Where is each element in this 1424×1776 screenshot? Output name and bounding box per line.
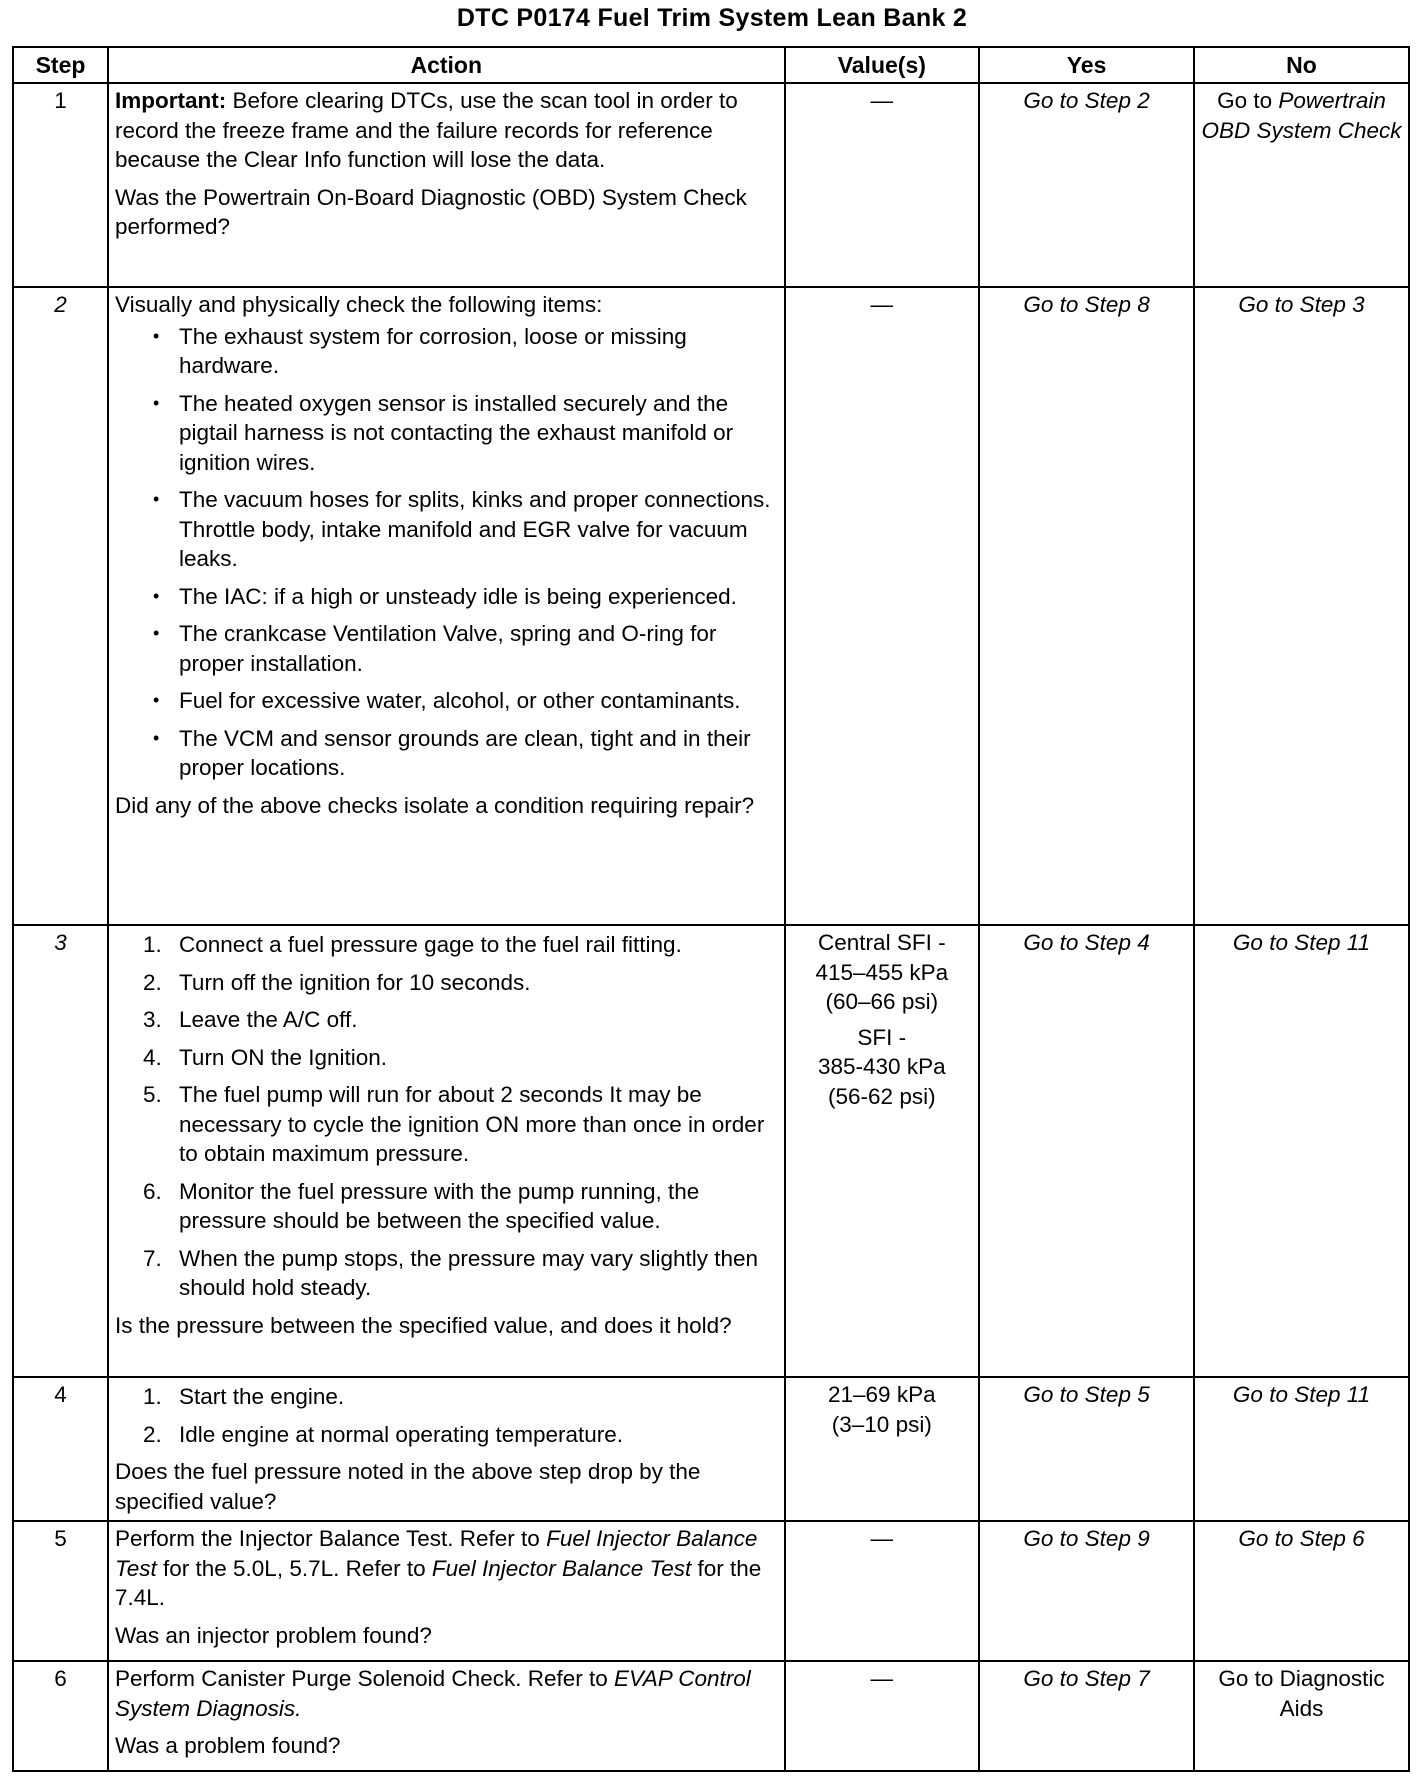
action-cell [108,1377,785,1521]
step-number: 3 [13,925,108,1377]
header-yes: Yes [979,47,1194,83]
step-number: 2 [13,287,108,925]
list-item: 1. Connect a fuel pressure gage to the fuel rail fitting. [143,932,682,957]
list-item: 5. The fuel pump will run for about 2 seconds It may be necessary to cycle the ignition ON more than once in order to obtain maximum pressure. [143,1082,765,1166]
goto-link[interactable]: Powertrain OBD System Check [1201,88,1402,143]
intro-text: Visually and physically check the following items: [115,292,603,317]
list-item: • The VCM and sensor grounds are clean, tight and in their proper locations. [115,724,778,783]
question-text: Was a problem found? [115,1733,341,1758]
list-item: • Fuel for excessive water, alcohol, or other contaminants. [115,686,778,716]
question-text: Does the fuel pressure noted in the above step drop by the specified value? [115,1459,701,1514]
goto-link[interactable]: Go to Step 4 [1023,930,1150,955]
table-row [13,1661,1409,1771]
yes-cell [979,287,1194,925]
question-text: Was an injector problem found? [115,1622,432,1648]
value-cell: — [785,1521,980,1661]
no-cell [1194,1377,1409,1521]
list-item: 4. Turn ON the Ignition. [143,1044,388,1070]
action-cell [108,287,785,925]
question-text: Did any of the above checks isolate a condition requiring repair? [115,792,755,818]
step-number: 5 [13,1521,108,1661]
page-title: DTC P0174 Fuel Trim System Lean Bank 2 [456,4,968,32]
important-label: Important: [115,88,227,113]
goto-link[interactable]: Go to Step 6 [1238,1526,1365,1551]
list-item: • The heated oxygen sensor is installed securely and the pigtail harness is not contacting the exhaust manifold or ignition wires. [115,389,778,478]
yes-cell [979,1521,1194,1661]
yes-cell [979,83,1194,287]
question-text: Is the pressure between the specified value, and does it hold? [115,1312,732,1338]
no-prefix: Go to [1217,88,1273,113]
step-number: 6 [13,1661,108,1771]
yes-cell [979,925,1194,1377]
list-item: 7. When the pump stops, the pressure may vary slightly then should hold steady. [143,1245,759,1300]
table-row [13,1521,1409,1661]
value-cell: — [785,287,980,925]
list-item: 1. Start the engine. [143,1384,345,1409]
no-cell [1194,925,1409,1377]
goto-link[interactable]: Go to Step 3 [1238,292,1365,317]
no-cell [1194,1521,1409,1661]
list-item: 6. Monitor the fuel pressure with the pump running, the pressure should be between the specified value. [143,1178,700,1233]
yes-cell [979,1661,1194,1771]
list-item: • The vacuum hoses for splits, kinks and proper connections. Throttle body, intake manifold and EGR valve for vacuum leaks. [115,485,778,574]
procedure-list [115,930,778,1303]
header-action: Action [108,47,785,83]
question-text: Was the Powertrain On-Board Diagnostic (OBD) System Check performed? [115,184,747,239]
list-item: 2. Idle engine at normal operating temperature. [143,1421,624,1447]
table-row [13,1377,1409,1521]
list-item: • The exhaust system for corrosion, loose or missing hardware. [115,322,778,381]
check-list [115,322,778,783]
value-cell: Central SFI - 415–455 kPa (60–66 psi) SFI - 385-430 kPa (56-62 psi) [785,925,980,1377]
value-cell: 21–69 kPa (3–10 psi) [785,1377,980,1521]
table-row [13,83,1409,287]
table-row [13,287,1409,925]
action-cell [108,83,785,287]
list-item: • The crankcase Ventilation Valve, spring and O-ring for proper installation. [115,619,778,678]
value-cell: — [785,83,980,287]
goto-link[interactable]: Go to Step 9 [1023,1526,1150,1551]
header-no: No [1194,47,1409,83]
list-item: • The IAC: if a high or unsteady idle is being experienced. [115,582,778,612]
header-row [13,47,1409,83]
reference-link[interactable]: Fuel Injector Balance Test [115,1526,758,1581]
no-cell [1194,287,1409,925]
procedure-list [115,1382,778,1449]
no-cell [1194,1661,1409,1771]
goto-link[interactable]: Go to Diagnostic Aids [1218,1666,1385,1721]
yes-cell [979,1377,1194,1521]
step-number: 1 [13,83,108,287]
action-cell: Perform the Injector Balance Test. Refer to Fuel Injector Balance Test for the 5.0L, 5.7L. Refer to Fuel Injector Balance Test for the 7.4L. Was an injector problem found? [108,1521,785,1661]
step-number: 4 [13,1377,108,1521]
table-row [13,925,1409,1377]
goto-link[interactable]: Go to Step 8 [1023,292,1150,317]
goto-link[interactable]: Go to Step 2 [1023,88,1150,113]
goto-link[interactable]: Go to Step 7 [1023,1666,1150,1691]
goto-link[interactable]: Go to Step 11 [1232,930,1371,955]
diagnostic-table [12,46,1410,1772]
goto-link[interactable]: Go to Step 5 [1023,1382,1150,1407]
header-values: Value(s) [785,47,980,83]
value-cell: — [785,1661,980,1771]
header-step: Step [13,47,108,83]
action-cell [108,925,785,1377]
reference-link[interactable]: Fuel Injector Balance Test [431,1555,692,1581]
list-item: 3. Leave the A/C off. [143,1007,358,1032]
action-cell: Perform Canister Purge Solenoid Check. Refer to EVAP Control System Diagnosis. Was a problem found? [108,1661,785,1771]
list-item: 2. Turn off the ignition for 10 seconds. [143,969,531,995]
important-text: Before clearing DTCs, use the scan tool in order to record the freeze frame and the failure records for reference because the Clear Info function will lose the data. [115,88,738,172]
no-cell [1194,83,1409,287]
goto-link[interactable]: Go to Step 11 [1232,1382,1371,1407]
reference-link[interactable]: EVAP Control System Diagnosis. [115,1666,751,1721]
